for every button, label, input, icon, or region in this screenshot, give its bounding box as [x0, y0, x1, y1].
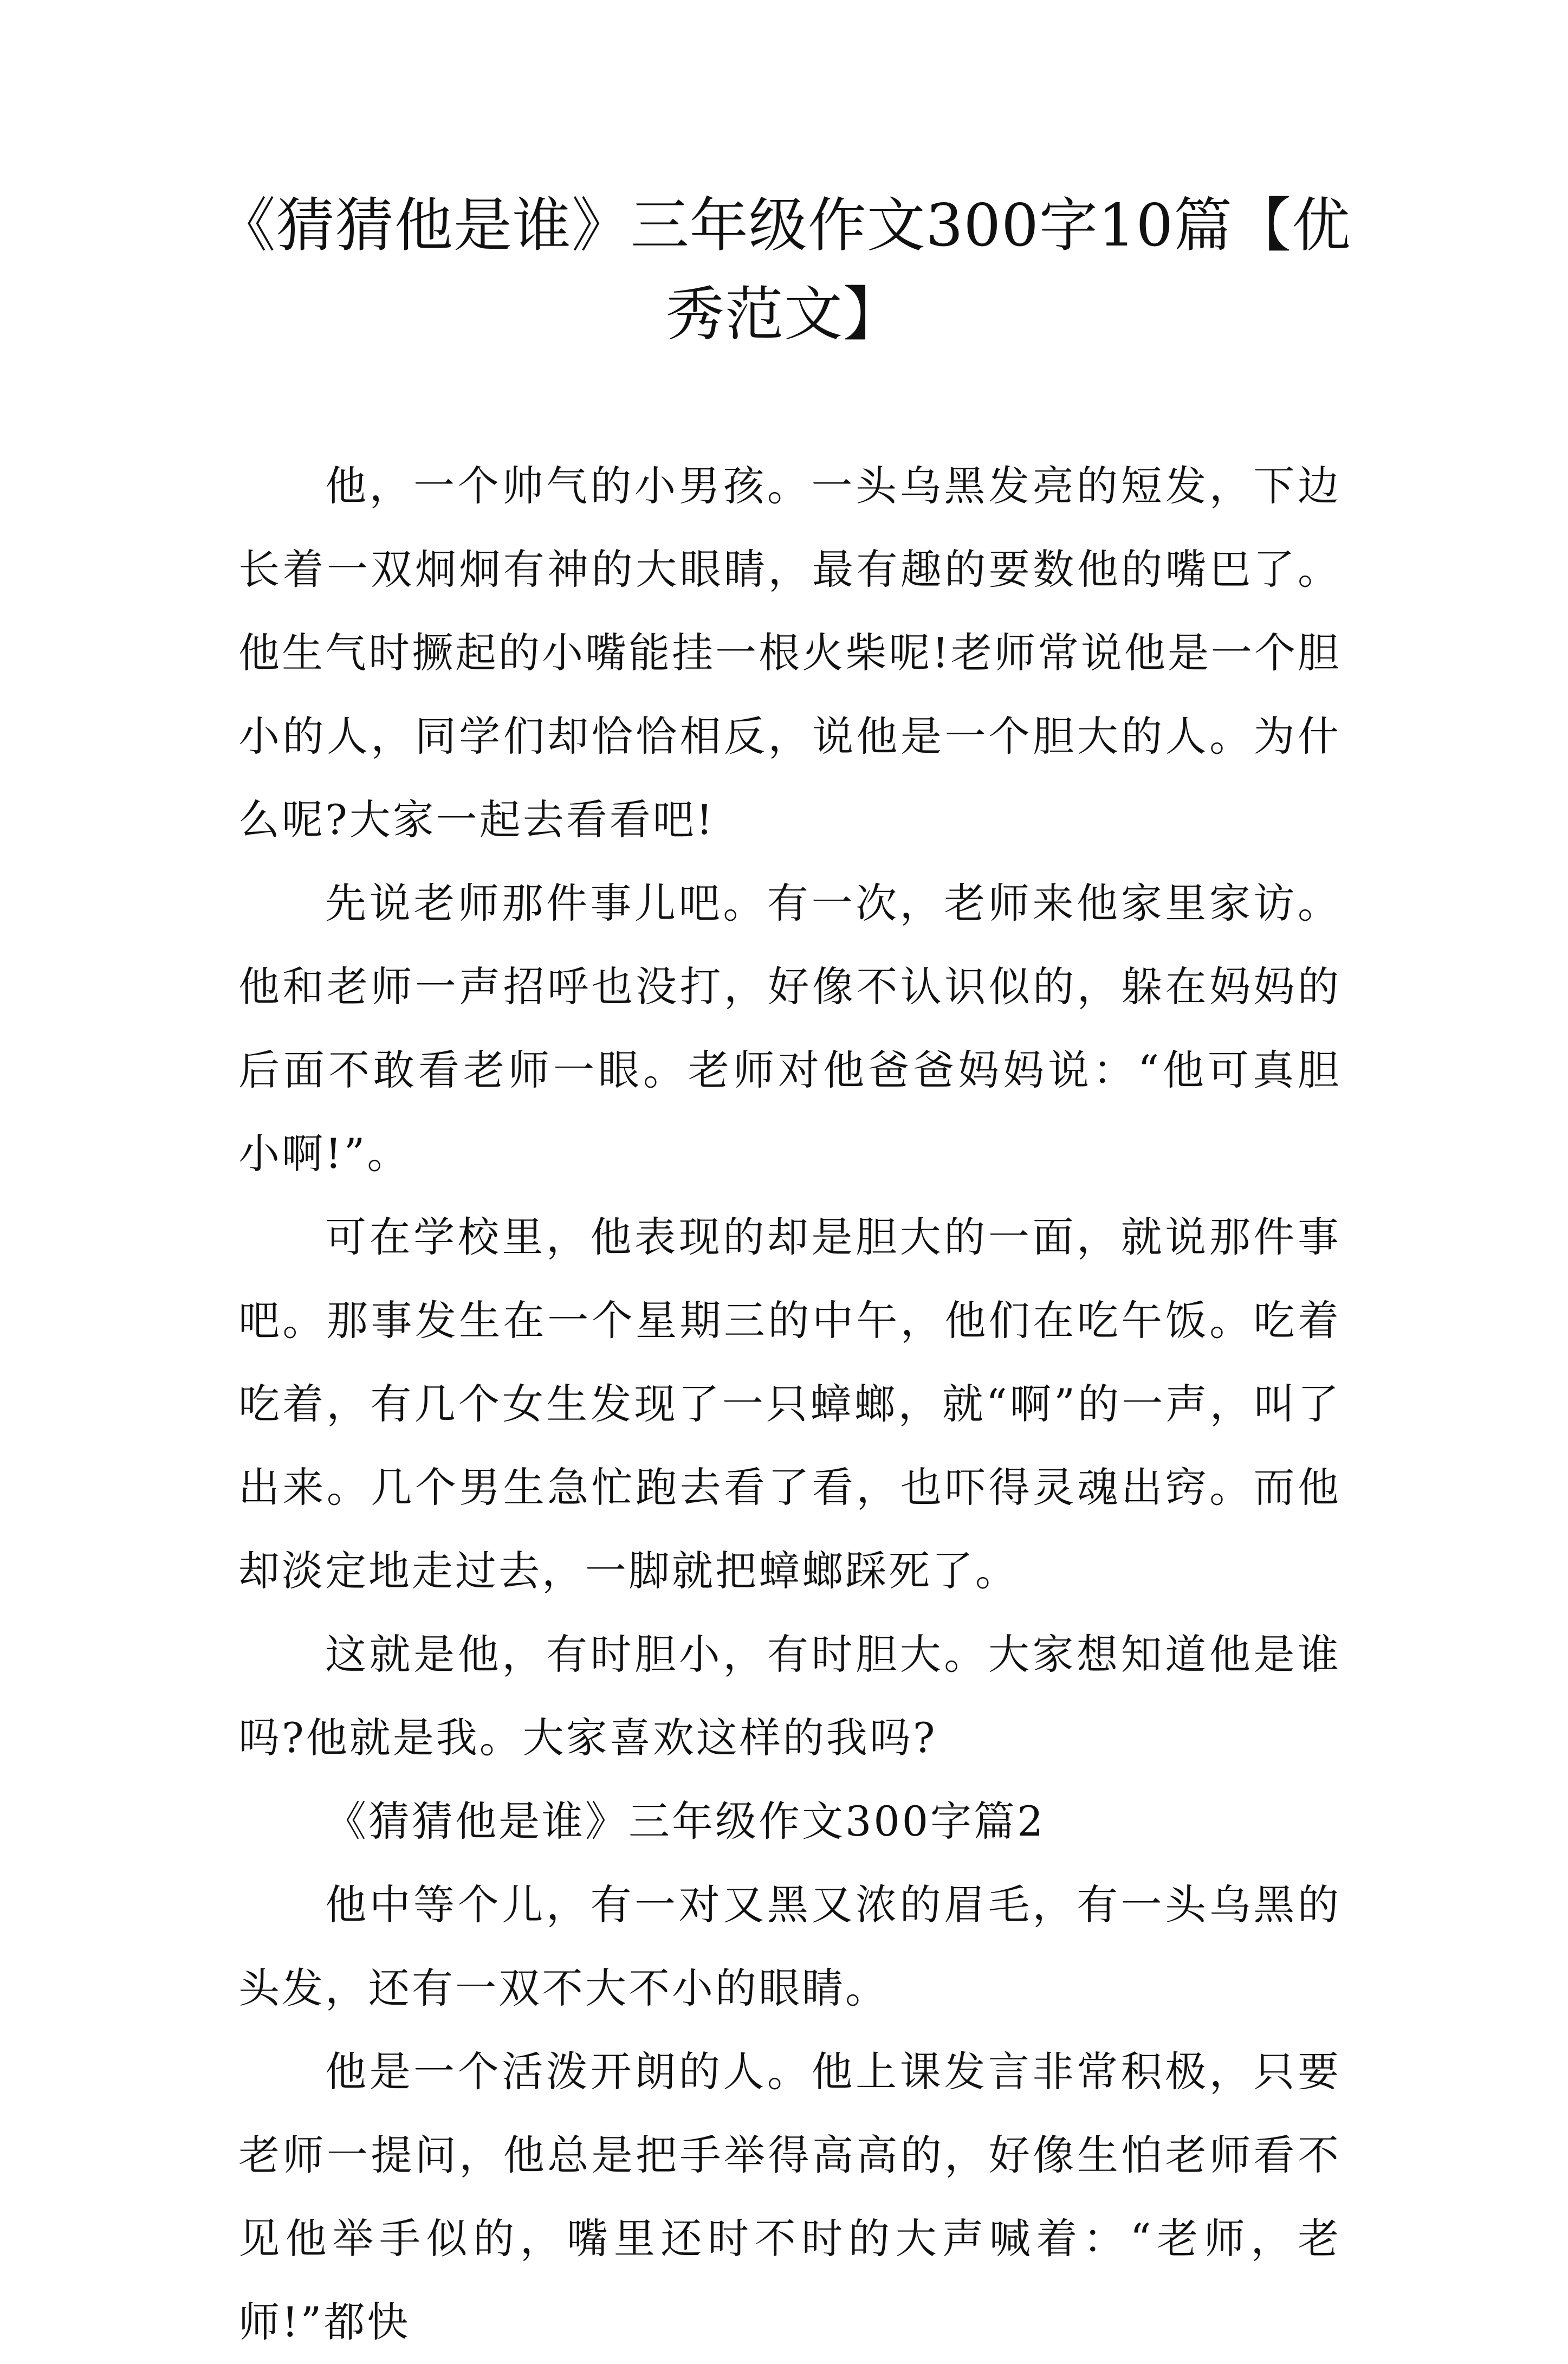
paragraph: 他，一个帅气的小男孩。一头乌黑发亮的短发，下边长着一双炯炯有神的大眼睛，最有趣的要数他的嘴巴了。他生气时撅起的小嘴能挂一根火柴呢!老师常说他是一个胆小的人，同学们却恰恰相反，说他是一个胆大的人。为什么呢?大家一起去看看吧! [238, 462, 1341, 844]
paragraph: 这就是他，有时胆小，有时胆大。大家想知道他是谁吗?他就是我。大家喜欢这样的我吗? [238, 1630, 1341, 1762]
paragraph: 先说老师那件事儿吧。有一次，老师来他家里家访。他和老师一声招呼也没打，好像不认识似的，躲在妈妈的后面不敢看老师一眼。老师对他爸爸妈妈说：“他可真胆小啊!”。 [238, 879, 1341, 1178]
paragraph: 可在学校里，他表现的却是胆大的一面，就说那件事吧。那事发生在一个星期三的中午，他们在吃午饭。吃着吃着，有几个女生发现了一只蟑螂，就“啊”的一声，叫了出来。几个男生急忙跑去看了看，也吓得灵魂出窍。而他却淡定地走过去，一脚就把蟑螂踩死了。 [238, 1213, 1341, 1595]
document-title: 《猜猜他是谁》三年级作文300字10篇【优秀范文】 [217, 192, 1351, 348]
document-body [238, 444, 1341, 2364]
paragraph: 他中等个儿，有一对又黑又浓的眉毛，有一头乌黑的头发，还有一双不大不小的眼睛。 [238, 1881, 1341, 2012]
paragraph: 他是一个活泼开朗的人。他上课发言非常积极，只要老师一提问，他总是把手举得高高的，好像生怕老师看不见他举手似的，嘴里还时不时的大声喊着：“老师，老师!”都快 [238, 2047, 1341, 2346]
section-heading: 《猜猜他是谁》三年级作文300字篇2 [325, 1797, 1046, 1845]
